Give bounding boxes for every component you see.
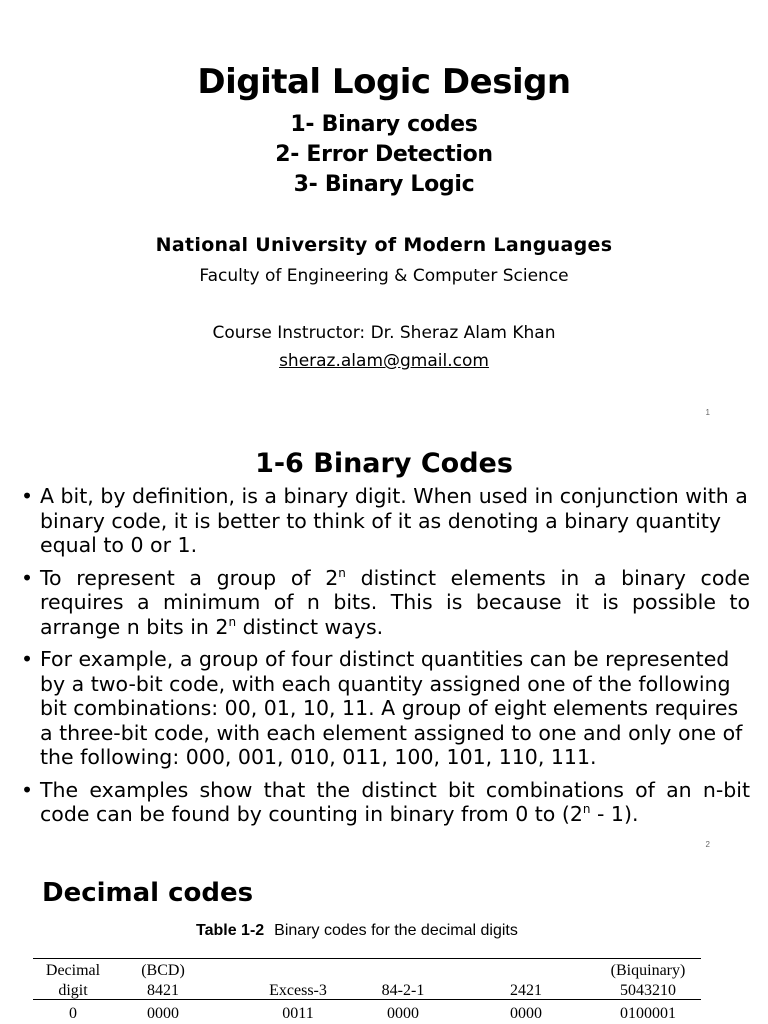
- decimal-codes-slide: [0, 850, 768, 1024]
- table-caption: Table 1-2 Binary codes for the decimal digits: [196, 922, 518, 939]
- university-name: National University of Modern Languages: [155, 234, 613, 256]
- header-cell: 2421: [510, 982, 542, 999]
- header-cell: Decimal: [45, 962, 101, 979]
- subtitle-binary-codes: 1- Binary codes: [290, 112, 478, 137]
- table-cell: 0: [69, 1005, 77, 1022]
- bullet-item: • A bit, by definition, is a binary digit. When used in conjunction with a binary code, it is better to think of it as denoting a binary quantity equal to 0 or 1.: [20, 484, 750, 558]
- slide-title: Digital Logic Design: [197, 62, 571, 102]
- faculty-name: Faculty of Engineering & Computer Science: [199, 266, 569, 286]
- title-slide: [0, 0, 768, 430]
- bullet-list: [20, 484, 750, 835]
- slide-title: 1-6 Binary Codes: [255, 448, 513, 479]
- table-header-row: [33, 959, 701, 999]
- header-cell: 8421: [147, 982, 179, 999]
- table-cell: 0100001: [620, 1005, 676, 1022]
- header-cell: 84-2-1: [381, 982, 425, 999]
- page-number: 2: [705, 840, 710, 849]
- table-cell: 0000: [147, 1005, 179, 1022]
- page-number: 1: [705, 408, 710, 417]
- table-row: [33, 999, 701, 1020]
- subtitle-binary-logic: 3- Binary Logic: [293, 172, 475, 197]
- header-cell: (Biquinary): [610, 962, 686, 979]
- table-cell: 0000: [510, 1005, 542, 1022]
- bullet-item: • To represent a group of 2$^n$ distinct elements in a binary code requires a minimum of n bits. This is because it is possible to arrange n bits in 2$^n$ distinct ways.: [20, 566, 750, 640]
- subtitle-error-detection: 2- Error Detection: [275, 142, 493, 167]
- instructor-email-link[interactable]: sheraz.alam@gmail.com: [279, 351, 489, 371]
- header-cell: 5043210: [620, 982, 676, 999]
- header-cell: Excess-3: [269, 982, 327, 999]
- binary-codes-table: [33, 958, 701, 1020]
- slide-title: Decimal codes: [42, 878, 254, 908]
- table-cell: 0011: [282, 1005, 314, 1022]
- bullet-item: • For example, a group of four distinct quantities can be represented by a two-bit code, with each quantity assigned one of the following bit combinations: 00, 01, 10, 11. A group of eight elements requires a three-bit code, with each element assigned to one and only one of the following: 000, 001, 010, 011, 100, 101, 110, 111.: [20, 647, 750, 770]
- header-cell: (BCD): [141, 962, 185, 979]
- table-cell: 0000: [387, 1005, 419, 1022]
- header-cell: digit: [58, 982, 88, 999]
- binary-codes-slide: [0, 430, 768, 850]
- course-instructor: Course Instructor: Dr. Sheraz Alam Khan: [212, 323, 556, 343]
- bullet-item: • The examples show that the distinct bit combinations of an n-bit code can be found by counting in binary from 0 to (2$^n$ - 1).: [20, 778, 750, 827]
